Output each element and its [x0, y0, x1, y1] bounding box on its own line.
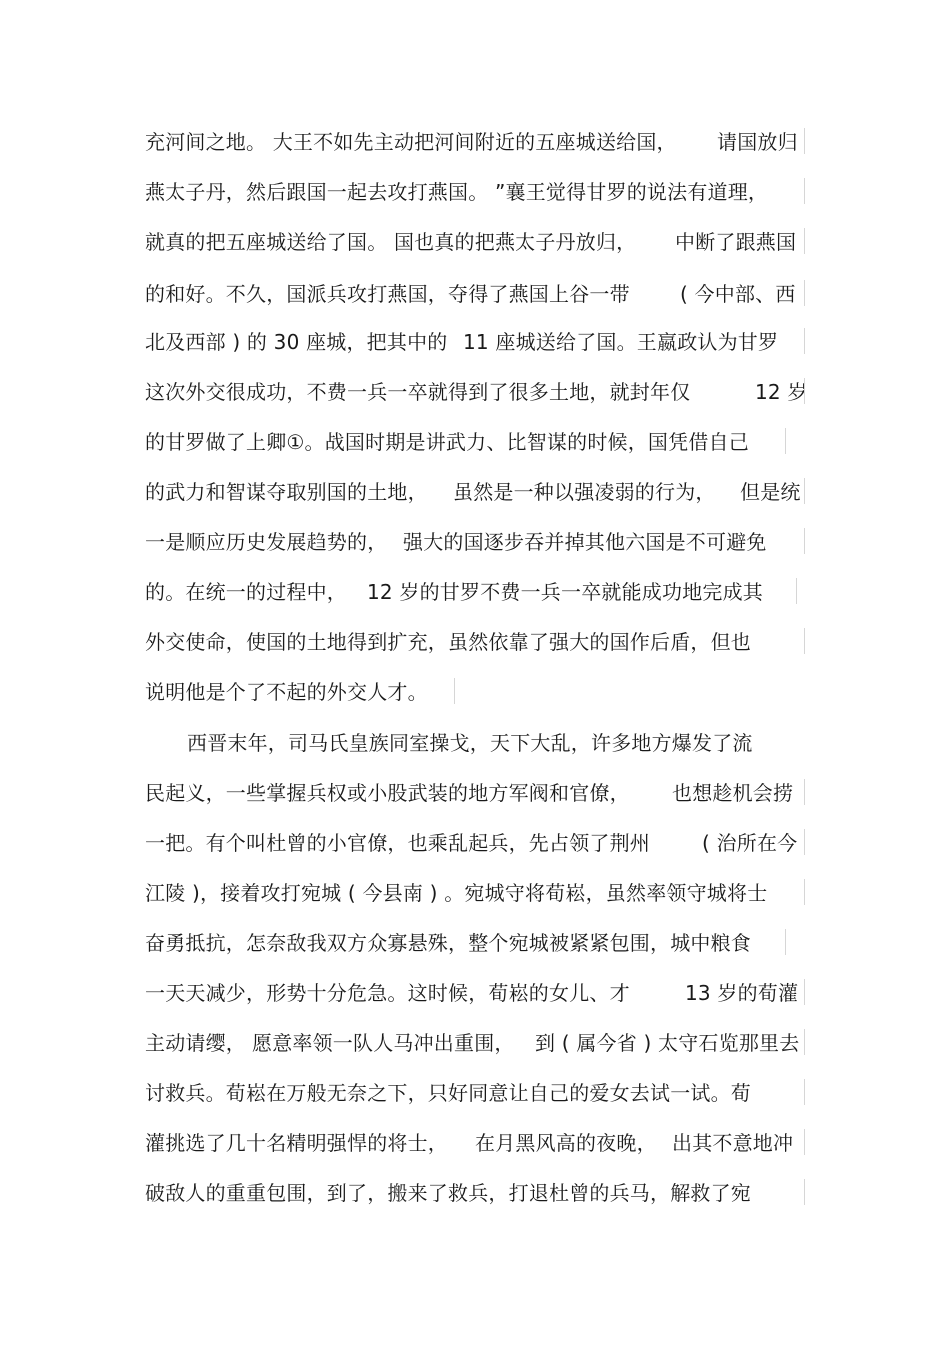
text-segment: 西晋末年，司马氏皇族同室操戈，天下大乱，许多地方爆发了流 [187, 731, 753, 755]
text-segment: 破敌人的重重包围，到了，搬来了救兵，打退杜曾的兵马，解救了宛 [145, 1181, 751, 1205]
text-line [145, 1081, 751, 1131]
text-line [145, 1131, 794, 1181]
text-segment: 也想趁机会捞 [672, 781, 794, 805]
text-line [145, 380, 808, 430]
text-segment: 一是顺应历史发展趋势的， [145, 530, 388, 554]
text-segment: 一把。有个叫杜曾的小官僚，也乘乱起兵，先占领了荆州 [145, 831, 650, 855]
text-segment: 11 座城送给了国。王嬴政认为甘罗 [463, 330, 779, 354]
text-line [145, 931, 751, 981]
text-box-edge [804, 528, 805, 554]
text-box-edge [804, 378, 805, 404]
text-box-edge [804, 779, 805, 805]
text-segment: 到 ( 属今省 ) 太守石览那里去 [535, 1031, 800, 1055]
text-box-edge [804, 829, 805, 855]
text-box-edge [804, 128, 805, 154]
text-segment: 一天天减少，形势十分危急。这时候，荀崧的女儿、才 [145, 981, 630, 1005]
text-segment: 在月黑风高的夜晚， [475, 1131, 657, 1155]
text-box-edge [804, 178, 805, 204]
text-segment: 的甘罗做了上卿①。战国时期是讲武力、比智谋的时候，国凭借自己 [145, 430, 749, 454]
text-box-edge [804, 1079, 805, 1105]
text-line [145, 430, 749, 480]
text-line [145, 230, 797, 280]
text-line [145, 580, 764, 630]
text-box-edge [804, 1179, 805, 1205]
text-segment: 出其不意地冲 [672, 1131, 794, 1155]
text-segment: 就真的把五座城送给了国。 国也真的把燕太子丹放归， [145, 230, 637, 254]
text-line [187, 731, 753, 781]
text-line [145, 330, 779, 380]
text-segment: 这次外交很成功，不费一兵一卒就得到了很多土地，就封年仅 [145, 380, 691, 404]
text-line [145, 881, 767, 931]
text-box-edge [796, 578, 797, 604]
text-segment: 外交使命，使国的土地得到扩充，虽然依靠了强大的国作后盾，但也 [145, 630, 751, 654]
text-segment: 北及西部 ) 的 30 座城，把其中的 [145, 330, 448, 354]
text-segment: 的武力和智谋夺取别国的土地， [145, 480, 428, 504]
text-box-edge [804, 228, 805, 254]
text-box-edge [804, 979, 805, 1005]
text-segment: 12 岁的甘罗不费一兵一卒就能成功地完成其 [367, 580, 764, 604]
text-line [145, 981, 799, 1031]
text-box-edge [785, 428, 786, 454]
text-line [145, 282, 796, 332]
text-segment: 主动请缨， [145, 1031, 246, 1055]
text-segment: 12 岁 [755, 380, 808, 404]
text-segment: ( 治所在今 [702, 831, 798, 855]
text-segment: 民起义，一些掌握兵权或小股武装的地方军阀和官僚， [145, 781, 630, 805]
text-line [145, 781, 794, 831]
text-box-edge [454, 678, 455, 704]
text-segment: 说明他是个了不起的外交人才。 [145, 680, 428, 704]
text-box-edge [804, 328, 805, 354]
text-box-edge [804, 879, 805, 905]
text-box-edge [804, 1129, 805, 1155]
text-segment: 13 岁的荀灌 [685, 981, 799, 1005]
text-segment: 充河间之地。 大王不如先主动把河间附近的五座城送给国， [145, 130, 677, 154]
text-segment: 奋勇抵抗，怎奈敌我双方众寡悬殊，整个宛城被紧紧包围，城中粮食 [145, 931, 751, 955]
text-segment: 但是统 [740, 480, 801, 504]
text-box-edge [804, 478, 805, 504]
text-segment: 讨救兵。荀崧在万般无奈之下，只好同意让自己的爱女去试一试。荀 [145, 1081, 751, 1105]
text-line [145, 1031, 800, 1081]
text-box-edge [785, 929, 786, 955]
text-line [145, 1181, 751, 1231]
text-segment: 燕太子丹，然后跟国一起去攻打燕国。 ”襄王觉得甘罗的说法有道理， [145, 180, 769, 204]
text-line [145, 480, 801, 530]
text-segment: 愿意率领一队人马冲出重围， [252, 1031, 515, 1055]
text-line [145, 831, 798, 881]
text-segment: 的。在统一的过程中， [145, 580, 347, 604]
text-line [145, 630, 751, 680]
text-line [145, 530, 767, 580]
text-segment: 请国放归 [717, 130, 798, 154]
text-segment: 中断了跟燕国 [675, 230, 797, 254]
text-segment: 的和好。不久，国派兵攻打燕国，夺得了燕国上谷一带 [145, 282, 630, 306]
text-line [145, 130, 798, 180]
text-line [145, 680, 428, 730]
text-segment: ( 今中部、西 [680, 282, 796, 306]
text-box-edge [804, 628, 805, 654]
text-segment: 虽然是一种以强凌弱的行为， [453, 480, 716, 504]
text-box-edge [804, 1029, 805, 1055]
text-segment: 江陵 )，接着攻打宛城 ( 今县南 ) 。宛城守将荀崧，虽然率领守城将士 [145, 881, 768, 905]
text-line [145, 180, 768, 230]
text-segment: 强大的国逐步吞并掉其他六国是不可避免 [403, 530, 767, 554]
text-box-edge [804, 280, 805, 306]
text-segment: 灌挑选了几十名精明强悍的将士， [145, 1131, 448, 1155]
